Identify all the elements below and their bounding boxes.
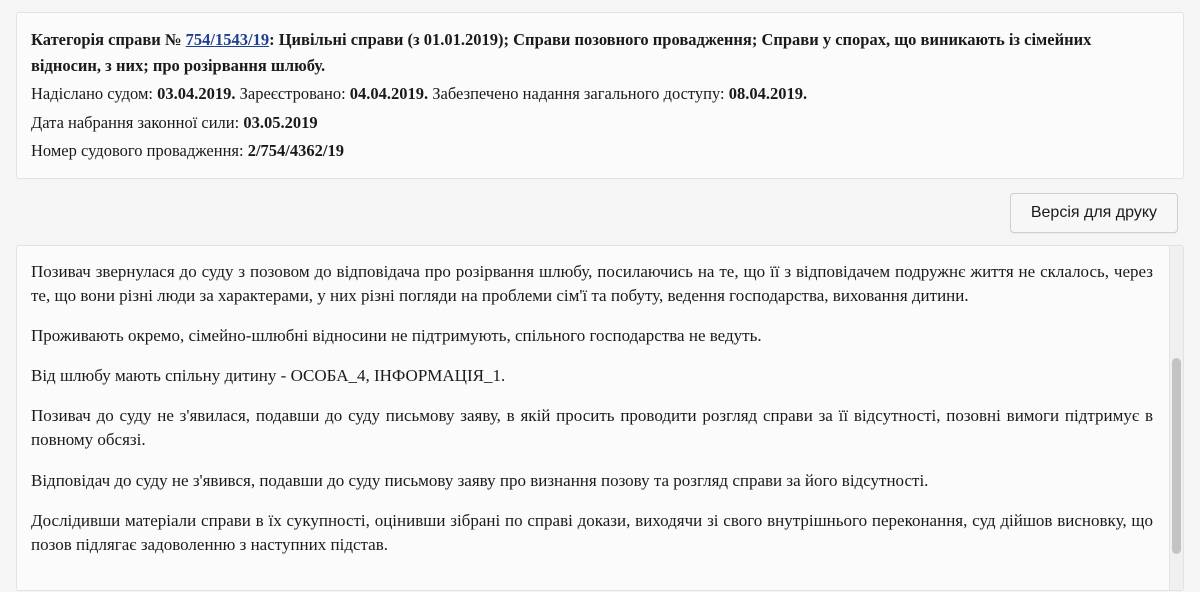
toolbar xyxy=(16,193,1184,233)
page-root xyxy=(0,12,1200,592)
proceeding-number-label: Номер судового провадження: xyxy=(31,141,244,161)
case-category-label: Категорія справи № xyxy=(31,30,182,49)
document-scrollbar-track[interactable] xyxy=(1169,246,1183,590)
document-paragraph: Дослідивши матеріали справи в їх сукупності, оцінивши зібрані по справі докази, виходячи зі свого внутрішнього переконання, суд дійшов висновку, що позов підлягає задоволенню з наступних підстав. xyxy=(31,510,1153,554)
document-paragraph: Позивач звернулася до суду з позовом до відповідача про розірвання шлюбу, посилаючись на те, що її з відповідачем подружнє життя не склалось, через те, що вони різні люди за характерами, у них різні погляди на проблеми сім'ї та побуту, ведення господарства, виховання дитини. xyxy=(31,261,1153,305)
case-metadata-card xyxy=(16,12,1184,179)
registered-label: Зареєстровано: xyxy=(239,84,346,104)
case-proceeding-line xyxy=(31,138,1165,164)
document-scrollbar-thumb[interactable] xyxy=(1172,358,1181,554)
proceeding-number-value: 2/754/4362/19 xyxy=(247,141,344,161)
document-paragraph: Від шлюбу мають спільну дитину - ОСОБА_4, ІНФОРМАЦІЯ_1. xyxy=(31,366,506,386)
registered-value: 04.04.2019. xyxy=(349,84,429,104)
sent-label: Надіслано судом: xyxy=(31,84,153,104)
case-dates-line xyxy=(31,81,1165,107)
document-body-card xyxy=(16,245,1184,591)
case-number-link[interactable]: 754/1543/19 xyxy=(185,30,270,49)
effective-date-label: Дата набрання законної сили: xyxy=(31,112,240,132)
public-access-label: Забезпечено надання загального доступу: xyxy=(432,84,725,104)
document-paragraph: Позивач до суду не з'явилася, подавши до суду письмову заяву, в якій просить проводити розгляд справи за її відсутності, позовні вимоги підтримує в повному обсязі. xyxy=(31,406,1153,450)
sent-value: 03.04.2019. xyxy=(157,84,236,104)
effective-date-value: 03.05.2019 xyxy=(243,112,318,132)
case-effective-date-line xyxy=(31,110,1165,136)
print-version-button[interactable]: Версія для друку xyxy=(1010,193,1178,233)
document-text xyxy=(17,246,1183,590)
document-paragraph: Відповідач до суду не з'явився, подавши до суду письмову заяву про визнання позову та розгляд справи за його відсутності. xyxy=(31,470,929,490)
public-access-value: 08.04.2019. xyxy=(728,84,808,104)
case-category-line xyxy=(31,27,1165,78)
document-paragraph: Проживають окремо, сімейно-шлюбні відносини не підтримують, спільного господарства не ведуть. xyxy=(31,326,762,346)
case-category-text: : Цивільні справи (з 01.01.2019); Справи позовного провадження; Справи у спорах, що виникають із сімейних відносин, з них; про розірвання шлюбу. xyxy=(31,30,1092,75)
